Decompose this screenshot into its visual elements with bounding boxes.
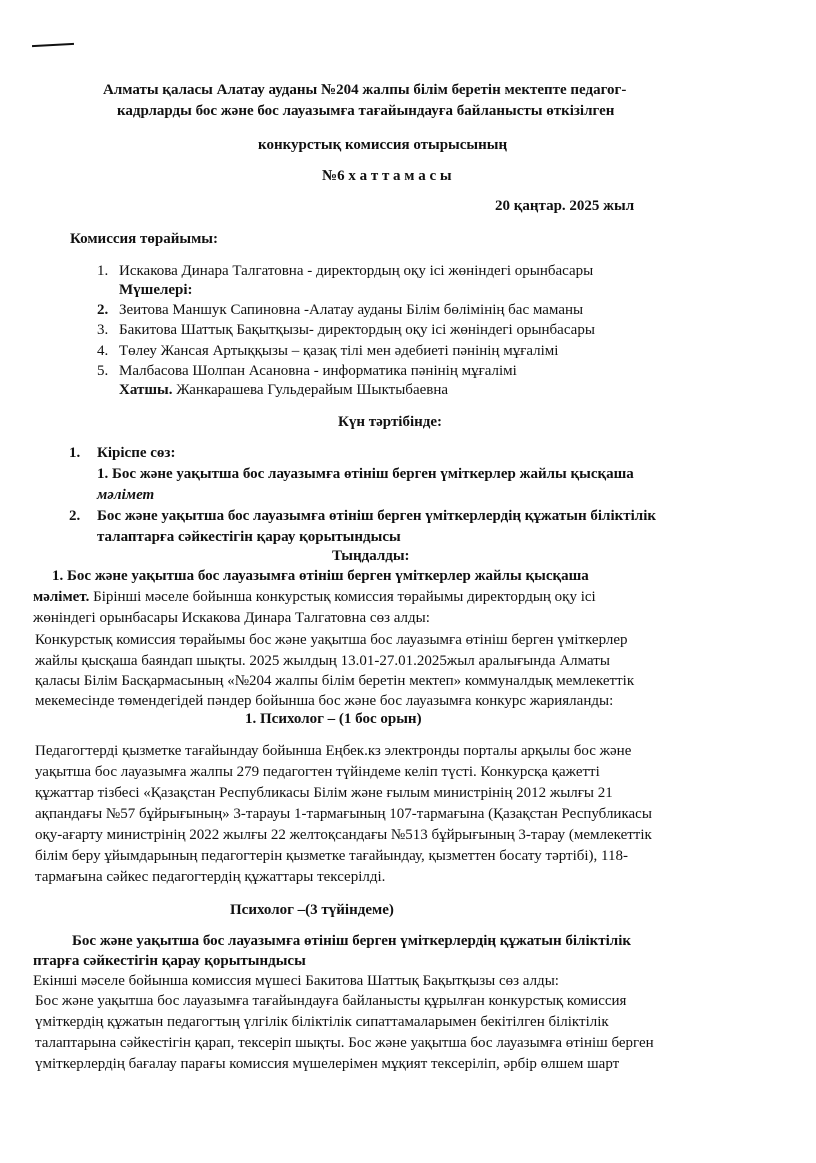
text-line: талаптарына сәйкестігін қарап, тексеріп шықты. Бос және уақытша бос лауазымға өтініш берген — [35, 1035, 654, 1051]
member-text: Төлеу Жансая Артыққызы – қазақ тілі мен әдебиеті пәнінің мұғалімі — [119, 343, 559, 359]
header-line-3: конкурстық комиссия отырысының — [258, 137, 508, 153]
text-line: Конкурстық комиссия төрайымы бос және уақытша бос лауазымға өтініш берген үміткерлер — [35, 632, 628, 648]
protocol-title: №6 х а т т а м а с ы — [322, 168, 452, 184]
agenda-item-1-text: Кіріспе сөз: — [97, 445, 176, 461]
agenda-subitem-line-2: мәлімет — [97, 487, 155, 503]
list-number: 2. — [69, 508, 81, 524]
secretary-label: Хатшы. — [119, 382, 173, 398]
text-line: Педагогтерді қызметке тағайындау бойынша Еңбек.кз электронды порталы арқылы бос және — [35, 743, 632, 759]
header-line-1: Алматы қаласы Алатау ауданы №204 жалпы білім беретін мектепте педагог- — [103, 82, 627, 98]
heard-p1-line-3: жөніндегі орынбасары Искакова Динара Талгатовна сөз алды: — [33, 610, 430, 626]
position-heading: 1. Психолог – (1 бос орын) — [245, 711, 422, 727]
list-number: 4. — [97, 343, 109, 359]
heard-p4-line-1: Бос және уақытша бос лауазымға өтініш берген үміткерлердің құжатын біліктілік — [72, 933, 632, 949]
header-line-2: кадрларды бос және бос лауазымға тағайындауға байланысты өткізілген — [117, 103, 615, 119]
text-line: үміткерлердің бағалау парағы комиссия мүшелерімен мұқият тексеріліп, әрбір өлшем шарт — [35, 1056, 620, 1072]
text-line: Бос және уақытша бос лауазымға тағайындауға байланысты құрылған конкурстық комиссия — [35, 993, 627, 1009]
pen-mark — [32, 43, 74, 47]
member-item — [97, 363, 517, 380]
agenda-item-2 — [69, 508, 656, 525]
member-item — [97, 302, 583, 319]
agenda-subitem-line-1: 1. Бос және уақытша бос лауазымға өтініш берген үміткерлер жайлы қысқаша — [97, 466, 634, 482]
text-line: мекемесінде төмендегідей пәндер бойынша бос және бос лауазымға конкурс жарияланды: — [35, 693, 614, 709]
agenda-item-2-line-2: талаптарға сәйкестігін қарау қорытындысы — [97, 529, 401, 545]
heard-p1-bold: мәлімет. — [33, 589, 90, 605]
text-line: ақпандағы №57 бұйрығының» 3-тарауы 1-тармағының 107-тармағына (Қазақстан Республикасы — [35, 806, 652, 822]
heard-p1-rest: Бірінші мәселе бойынша конкурстық комиссия төрайымы директордың оқу ісі — [89, 589, 596, 605]
text-line: тармағына сәйкес педагогтердің құжаттары тексерілді. — [35, 869, 386, 885]
secretary-name: Жанкарашева Гульдерайым Шыктыбаевна — [172, 382, 449, 398]
text-line: оқу-ағарту министрінің 2022 жылғы 22 желтоқсандағы №513 бұйрығының 3-тарау (мемлекеттік — [35, 827, 652, 843]
heard-p1-line-2 — [33, 589, 596, 606]
text-line: қаласы Білім Басқармасының «№204 жалпы білім беретін мектеп» коммуналдық мемлекеттік — [35, 673, 635, 689]
member-text: Бакитова Шаттық Бақытқызы- директордың оқу ісі жөніндегі орынбасары — [119, 322, 595, 338]
secretary-line — [119, 382, 448, 399]
member-item — [97, 322, 595, 339]
chair-text: Искакова Динара Талгатовна - директордың оқу ісі жөніндегі орынбасары — [119, 263, 594, 279]
protocol-date: 20 қаңтар. 2025 жыл — [495, 198, 635, 214]
agenda-heading: Күн тәртібінде: — [338, 414, 443, 430]
list-number: 5. — [97, 363, 109, 379]
agenda-item-2-text: Бос және уақытша бос лауазымға өтініш берген үміткерлердің құжатын біліктілік — [97, 508, 657, 524]
list-number: 1. — [69, 445, 81, 461]
text-line: жайлы қысқаша баяндап шықты. 2025 жылдың 13.01-27.01.2025жыл аралығында Алматы — [35, 653, 610, 669]
text-line: уақытша бос лауазымға жалпы 279 педагогтен түйіндеме келіп түсті. Конкурсқа қажетті — [35, 764, 600, 780]
heard-p4-line-2: птарға сәйкестігін қарау қорытындысы — [33, 953, 306, 969]
chair-heading: Комиссия төрайымы: — [70, 231, 219, 247]
agenda-item-1 — [69, 445, 175, 462]
chair-item — [97, 263, 593, 280]
text-line: құжаттар тізбесі «Қазақстан Республикасы Білім және ғылым министрінің 2012 жылғы 21 — [35, 785, 613, 801]
resume-heading: Психолог –(3 түйіндеме) — [230, 902, 394, 918]
member-text: Малбасова Шолпан Асановна - информатика пәнінің мұғалімі — [119, 363, 517, 379]
text-line: үміткердің құжатын педагогтың үлгілік біліктілік сипаттамаларымен бекітілген біліктілік — [35, 1014, 609, 1030]
list-number: 2. — [97, 302, 109, 318]
heard-p1-line-1: 1. Бос және уақытша бос лауазымға өтініш берген үміткерлер жайлы қысқаша — [52, 568, 589, 584]
heard-heading: Тыңдалды: — [332, 548, 410, 564]
member-item — [97, 343, 558, 360]
member-text: Зеитова Маншук Сапиновна -Алатау ауданы Білім бөлімінің бас маманы — [119, 302, 584, 318]
members-heading: Мүшелері: — [119, 282, 193, 298]
list-number: 3. — [97, 322, 109, 338]
list-number: 1. — [97, 263, 109, 279]
text-line: білім беру ұйымдарының педагогтерін қызметке тағайындау, қызметтен босату тәртібі), 118- — [35, 848, 628, 864]
heard-p4-line-3: Екінші мәселе бойынша комиссия мүшесі Бакитова Шаттық Бақытқызы сөз алды: — [33, 973, 559, 989]
